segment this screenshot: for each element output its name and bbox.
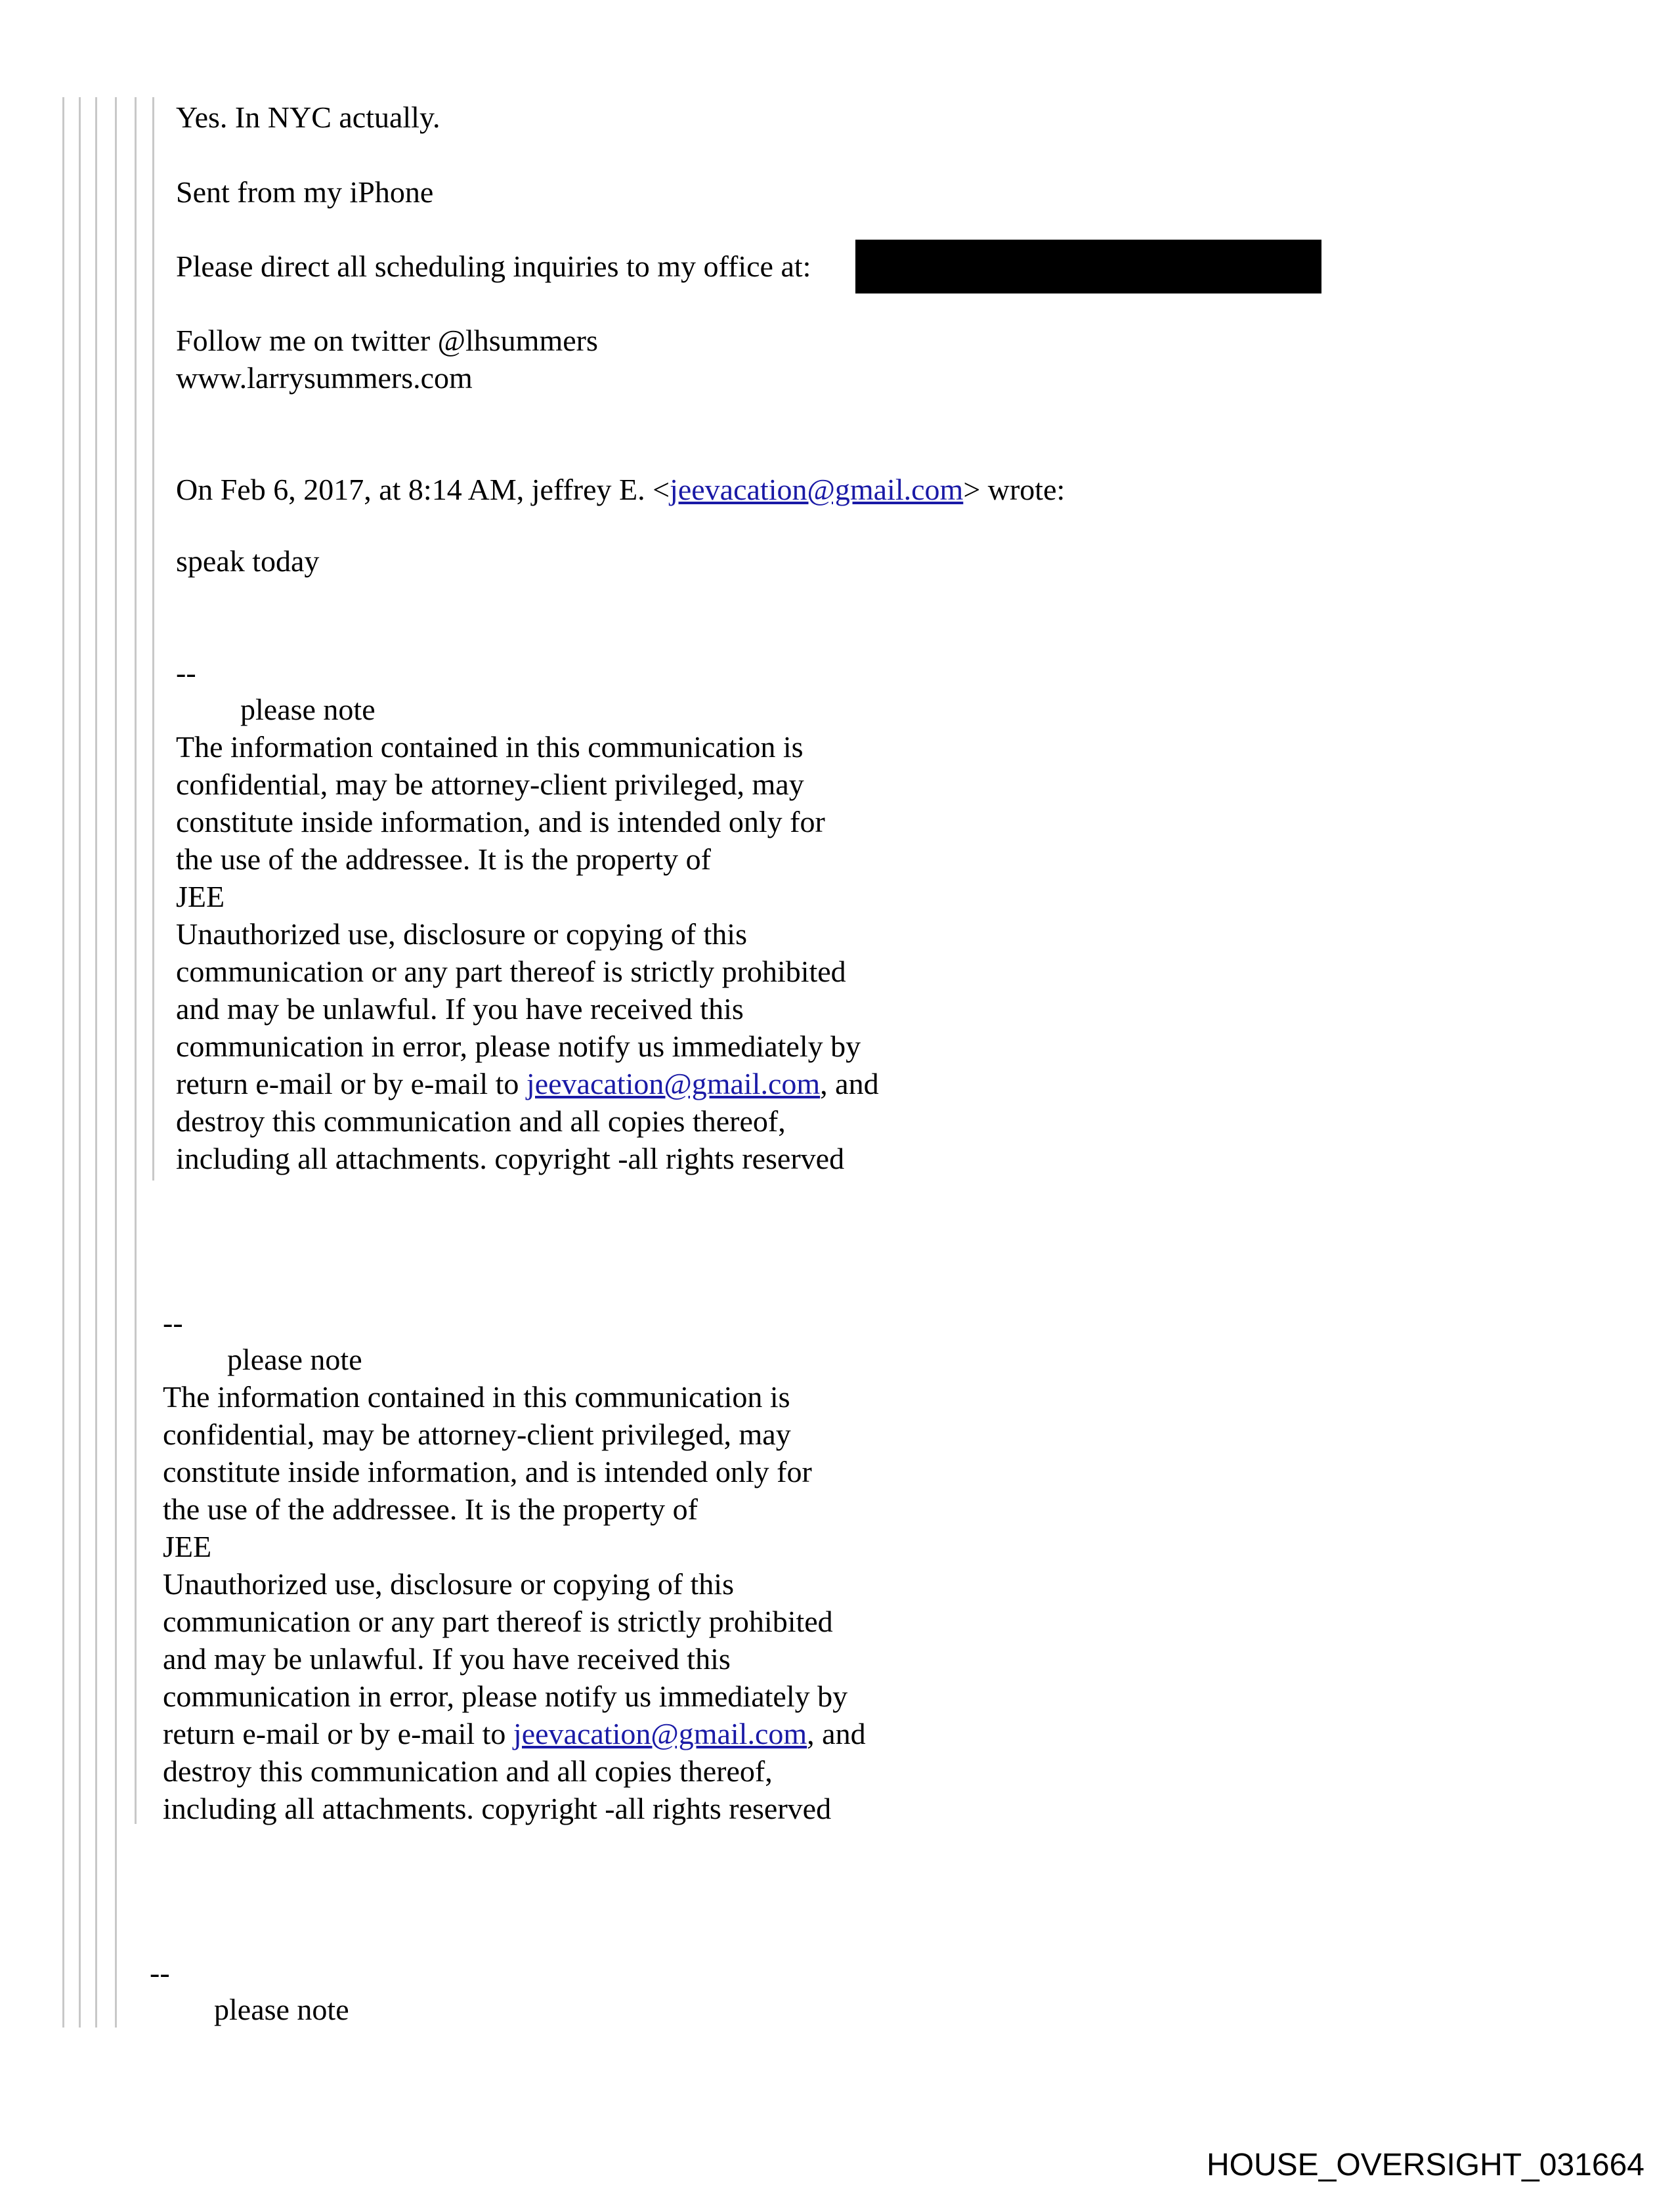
- disclaimer-line: Unauthorized use, disclosure or copying of this: [163, 1567, 734, 1601]
- return-prefix: return e-mail or by e-mail to: [176, 1067, 526, 1100]
- disclaimer-line: destroy this communication and all copies thereof,: [176, 1104, 786, 1138]
- disclaimer-line: confidential, may be attorney-client privileged, may: [176, 768, 804, 801]
- disclaimer-line: The information contained in this communication is: [176, 730, 804, 764]
- quote-bar-3: [95, 97, 97, 2028]
- quote-bar-2: [79, 97, 81, 2028]
- disclaimer-line: and may be unlawful. If you have received this: [163, 1642, 731, 1676]
- please-note: please note: [214, 1993, 349, 2026]
- scheduling-line: Please direct all scheduling inquiries to my office at:: [176, 249, 811, 283]
- return-email-link[interactable]: jeevacation@gmail.com: [513, 1717, 807, 1750]
- disclaimer-line: Unauthorized use, disclosure or copying of this: [176, 917, 747, 951]
- quoted-header-prefix: On Feb 6, 2017, at 8:14 AM, jeffrey E. <: [176, 473, 670, 506]
- return-suffix: , and: [820, 1067, 879, 1100]
- please-note: please note: [227, 1343, 362, 1376]
- disclaimer-line: and may be unlawful. If you have received this: [176, 992, 744, 1026]
- disclaimer-line: JEE: [163, 1530, 212, 1563]
- disclaimer-line: constitute inside information, and is intended only for: [163, 1455, 812, 1488]
- return-email-link[interactable]: jeevacation@gmail.com: [526, 1067, 821, 1100]
- quote-bar-5: [135, 97, 137, 1824]
- disclaimer-line: destroy this communication and all copies thereof,: [163, 1754, 773, 1788]
- disclaimer-line: JEE: [176, 880, 225, 913]
- bates-number: HOUSE_OVERSIGHT_031664: [1207, 2148, 1644, 2182]
- signature-separator: --: [150, 1956, 170, 1989]
- signature-separator: --: [163, 1306, 183, 1339]
- website-line: www.larrysummers.com: [176, 361, 473, 395]
- sent-from-line: Sent from my iPhone: [176, 175, 434, 209]
- return-prefix: return e-mail or by e-mail to: [163, 1717, 513, 1750]
- quoted-header-suffix: > wrote:: [963, 473, 1065, 506]
- disclaimer-return-line: [163, 1715, 866, 1752]
- quote-bar-6: [152, 97, 154, 1181]
- disclaimer-line: including all attachments. copyright -all rights reserved: [163, 1792, 832, 1825]
- quote-bar-4: [115, 97, 117, 2028]
- sender-email-link[interactable]: jeevacation@gmail.com: [670, 473, 964, 506]
- disclaimer-line: communication in error, please notify us immediately by: [176, 1030, 861, 1063]
- disclaimer-line: communication in error, please notify us immediately by: [163, 1680, 848, 1713]
- disclaimer-line: the use of the addressee. It is the property of: [163, 1492, 698, 1526]
- disclaimer-return-line: [176, 1065, 879, 1102]
- disclaimer-line: confidential, may be attorney-client privileged, may: [163, 1418, 791, 1451]
- disclaimer-line: The information contained in this communication is: [163, 1380, 790, 1414]
- redaction-box: [855, 240, 1321, 293]
- quoted-header: [176, 471, 1065, 508]
- signature-separator: --: [176, 656, 196, 689]
- disclaimer-line: constitute inside information, and is intended only for: [176, 805, 825, 838]
- quote-bar-1: [62, 97, 64, 2028]
- disclaimer-line: communication or any part thereof is strictly prohibited: [163, 1605, 833, 1638]
- quoted-body: speak today: [176, 544, 320, 578]
- disclaimer-line: the use of the addressee. It is the property of: [176, 842, 711, 876]
- disclaimer-line: communication or any part thereof is strictly prohibited: [176, 955, 846, 988]
- please-note: please note: [240, 693, 376, 726]
- return-suffix: , and: [807, 1717, 866, 1750]
- twitter-line: Follow me on twitter @lhsummers: [176, 324, 598, 357]
- disclaimer-line: including all attachments. copyright -all rights reserved: [176, 1142, 845, 1175]
- reply-line: Yes. In NYC actually.: [176, 100, 440, 134]
